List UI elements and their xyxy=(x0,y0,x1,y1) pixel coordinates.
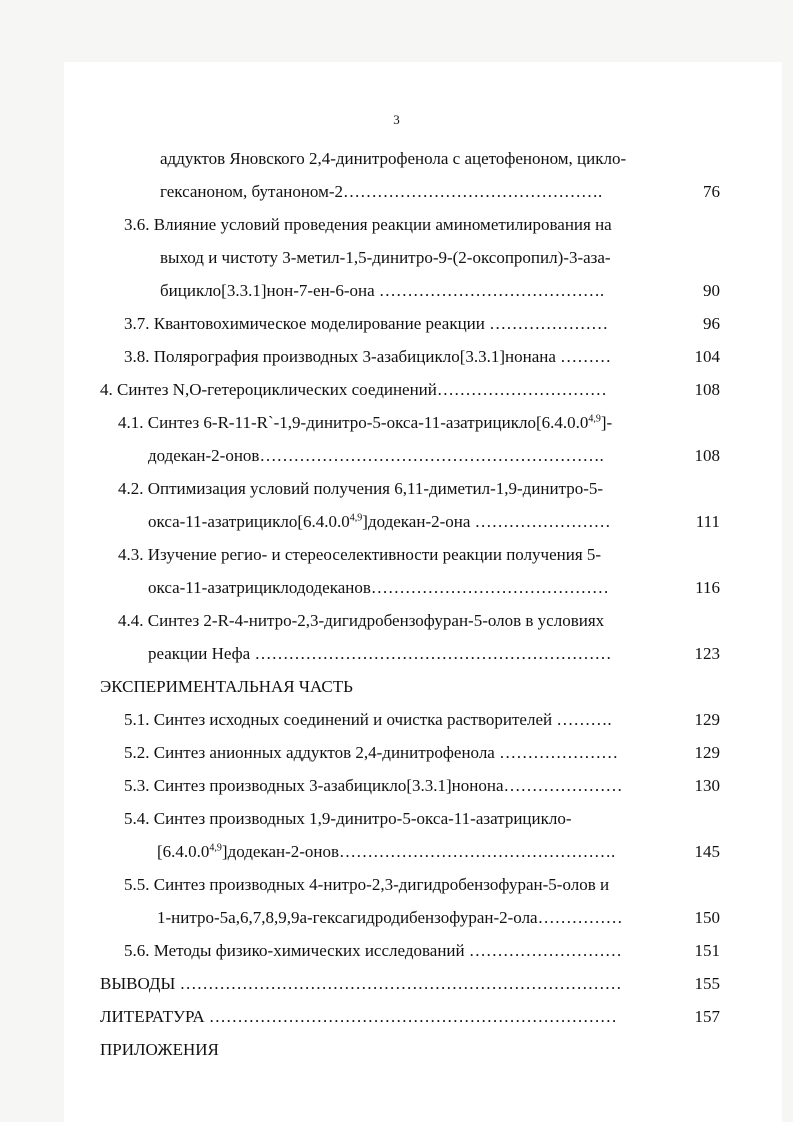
page-number: 3 xyxy=(393,112,400,127)
toc-entry-title: окса-11-азатрициклододеканов…………………………………… xyxy=(148,578,609,597)
toc-entry[interactable] xyxy=(118,472,720,505)
toc-entry-title: 5.4. Синтез производных 1,9-динитро-5-окса-11-азатрицикло- xyxy=(124,809,572,828)
toc-line-continuation xyxy=(148,571,720,604)
toc-entry-page: 123 xyxy=(694,644,720,663)
toc-entry[interactable] xyxy=(124,703,720,736)
toc-entry-title: гексаноном, бутаноном-2………………………………………. xyxy=(160,182,603,201)
toc-entry-title: выход и чистоту 3-метил-1,5-динитро-9-(2-оксопропил)-3-аза- xyxy=(160,248,611,267)
toc-entry-title: 4.3. Изучение регио- и стереоселективности реакции получения 5- xyxy=(118,545,602,564)
toc-entry-page: 104 xyxy=(694,347,720,366)
toc-entry-title: 1-нитро-5а,6,7,8,9,9а-гексагидродибензофуран-2-ола…………… xyxy=(157,908,623,927)
toc-line-continuation xyxy=(157,835,720,868)
toc-line-continuation xyxy=(157,901,720,934)
toc-entry-title: реакции Нефа ……………………………………………………… xyxy=(148,644,612,663)
toc-entry[interactable] xyxy=(124,802,720,835)
toc-entry-title: 5.2. Синтез анионных аддуктов 2,4-динитрофенола ………………… xyxy=(124,743,619,762)
toc-line-continuation xyxy=(160,175,720,208)
toc-entry-title: 5.3. Синтез производных 3-азабицикло[3.3.1]нонона………………… xyxy=(124,776,623,795)
toc-chapter[interactable] xyxy=(100,967,720,1000)
toc-line-continuation xyxy=(160,274,720,307)
toc-entry-title: 5.5. Синтез производных 4-нитро-2,3-дигидробензофуран-5-олов и xyxy=(124,875,610,894)
toc-entry[interactable] xyxy=(124,340,720,373)
toc-entry-page: 151 xyxy=(694,941,720,960)
toc-entry-page: 129 xyxy=(694,710,720,729)
toc-entry-page: 157 xyxy=(694,1007,720,1026)
toc-entry-page: 155 xyxy=(694,974,720,993)
toc-entry[interactable] xyxy=(124,736,720,769)
toc-entry-title: 5.6. Методы физико-химических исследований ……………………… xyxy=(124,941,622,960)
toc-entry-page: 130 xyxy=(694,776,720,795)
toc-entry-page: 108 xyxy=(694,380,720,399)
toc-entry-page: 90 xyxy=(703,281,720,300)
toc-entry[interactable] xyxy=(124,208,720,241)
toc-chapter[interactable] xyxy=(100,670,720,703)
toc-entry-page: 150 xyxy=(694,908,720,927)
toc-entry-title: ЛИТЕРАТУРА ……………………………………………………………… xyxy=(100,1007,617,1026)
toc-chapter[interactable] xyxy=(100,1033,720,1066)
toc-entry-title: аддуктов Яновского 2,4-динитрофенола с ацетофеноном, цикло- xyxy=(160,149,627,168)
toc-chapter[interactable] xyxy=(100,373,720,406)
toc-entry-title: [6.4.0.0$^{4,9}$]додекан-2-онов…………………………………………. xyxy=(157,842,616,861)
toc-entry[interactable] xyxy=(124,934,720,967)
toc-entry-title: бицикло[3.3.1]нон-7-ен-6-она …………………………………. xyxy=(160,281,605,300)
toc-entry-title: 4.1. Синтез 6-R-11-R`-1,9-динитро-5-окса-11-азатрицикло[6.4.0.0$^{4,9}$]- xyxy=(118,413,613,432)
toc-chapter[interactable] xyxy=(100,1000,720,1033)
toc-entry-page: 129 xyxy=(694,743,720,762)
toc-line-continuation xyxy=(148,637,720,670)
toc-entry-title: ЭКСПЕРИМЕНТАЛЬНАЯ ЧАСТЬ xyxy=(100,677,353,696)
toc-line-continuation xyxy=(160,241,720,274)
toc-entry-title: 4. Синтез N,O-гетероциклических соединений………………………… xyxy=(100,380,607,399)
toc-entry[interactable] xyxy=(118,538,720,571)
toc-entry-page: 108 xyxy=(694,446,720,465)
toc-entry-page: 145 xyxy=(694,842,720,861)
toc-entry[interactable] xyxy=(124,307,720,340)
toc-entry-title: ПРИЛОЖЕНИЯ xyxy=(100,1040,219,1059)
toc-entry[interactable] xyxy=(118,604,720,637)
toc-entry-page: 76 xyxy=(703,182,720,201)
toc-entry-title: 3.8. Полярография производных 3-азабицикло[3.3.1]нонана ……… xyxy=(124,347,612,366)
toc-line-continuation xyxy=(148,505,720,538)
toc-entry[interactable] xyxy=(124,769,720,802)
toc-entry-page: 116 xyxy=(695,578,720,597)
toc-line-continuation xyxy=(160,142,720,175)
toc-entry-title: ВЫВОДЫ …………………………………………………………………… xyxy=(100,974,622,993)
toc-entry[interactable] xyxy=(124,868,720,901)
toc-entry-title: 4.2. Оптимизация условий получения 6,11-диметил-1,9-динитро-5- xyxy=(118,479,604,498)
toc-line-continuation xyxy=(148,439,720,472)
toc-entry-title: 4.4. Синтез 2-R-4-нитро-2,3-дигидробензофуран-5-олов в условиях xyxy=(118,611,605,630)
toc-entry-title: 3.6. Влияние условий проведения реакции аминометилирования на xyxy=(124,215,612,234)
toc-entry-page: 111 xyxy=(695,512,720,531)
toc-entry-page: 96 xyxy=(703,314,720,333)
toc-entry-title: 3.7. Квантовохимическое моделирование реакции ………………… xyxy=(124,314,609,333)
toc-entry-title: окса-11-азатрицикло[6.4.0.0$^{4,9}$]додекан-2-она …………………… xyxy=(148,512,611,531)
toc-entry-title: 5.1. Синтез исходных соединений и очистка растворителей ………. xyxy=(124,710,612,729)
toc-entry[interactable] xyxy=(118,406,720,439)
toc-entry-title: додекан-2-онов……………………………………………………. xyxy=(148,446,604,465)
